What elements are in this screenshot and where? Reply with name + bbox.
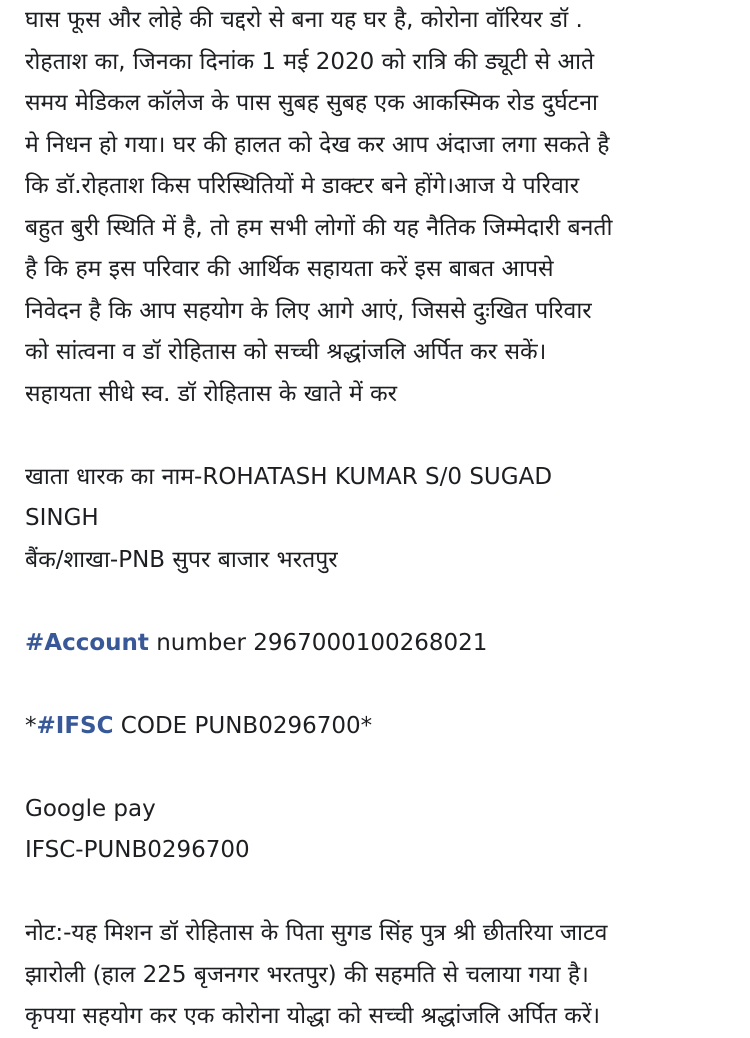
post-text-line: समय मेडिकल कॉलेज के पास सुबह सुबह एक आकस्मिक रोड दुर्घटना — [25, 90, 598, 116]
account-number-text: number 2967000100268021 — [148, 629, 488, 656]
ifsc-line — [25, 706, 725, 748]
google-pay-details — [25, 789, 725, 872]
post-text-line: सहायता सीधे स्व. डॉ रोहितास के खाते में कर — [25, 380, 398, 407]
post-body — [25, 0, 725, 1038]
google-pay-label: Google pay — [25, 795, 156, 822]
paragraph-gap — [25, 664, 725, 706]
account-number-line — [25, 623, 725, 665]
account-holder-name: खाता धारक का नाम-ROHATASH KUMAR S/0 SUGAD — [25, 463, 553, 490]
post-text-line: कि डॉ.रोहताश किस परिस्थितियों मे डाक्टर बने होंगे।आज ये परिवार — [25, 173, 580, 199]
account-holder-name-cont: SINGH — [25, 505, 99, 531]
hashtag-ifsc-link[interactable]: #IFSC — [36, 712, 114, 739]
post-text-line: बहुत बुरी स्थिति में है, तो हम सभी लोगों की यह नैतिक जिम्मेदारी बनती — [25, 214, 613, 241]
google-pay-ifsc: IFSC-PUNB0296700 — [25, 837, 250, 863]
note-line: झारोली (हाल 225 बृजनगर भरतपुर) की सहमति से चलाया गया है। — [25, 961, 589, 988]
note-paragraph — [25, 913, 725, 1038]
post-text-line: निवेदन है कि आप सहयोग के लिए आगे आएं, जिससे दुःखित परिवार — [25, 297, 592, 324]
post-text-line: रोहताश का, जिनका दिनांक 1 मई 2020 को रात्रि की ड्यूटी से आते — [25, 48, 595, 75]
ifsc-code-text: CODE PUNB0296700* — [113, 712, 373, 739]
hashtag-account-link[interactable]: #Account — [25, 629, 149, 656]
post-text-line: को सांत्वना व डॉ रोहितास को सच्ची श्रद्धांजलि अर्पित कर सकें। — [25, 339, 547, 365]
bank-details — [25, 457, 725, 582]
post-text-line: है कि हम इस परिवार की आर्थिक सहायता करें इस बाबत आपसे — [25, 256, 554, 282]
paragraph-gap — [25, 415, 725, 457]
appeal-paragraph — [25, 0, 725, 415]
post-text-line: मे निधन हो गया। घर की हालत को देख कर आप अंदाजा लगा सकते है — [25, 131, 610, 158]
note-line: कृपया सहयोग कर एक कोरोना योद्धा को सच्ची श्रद्धांजलि अर्पित करें। — [25, 1003, 601, 1029]
paragraph-gap — [25, 872, 725, 914]
ifsc-prefix: * — [25, 712, 37, 739]
paragraph-gap — [25, 747, 725, 789]
paragraph-gap — [25, 581, 725, 623]
bank-branch: बैंक/शाखा-PNB सुपर बाजार भरतपुर — [25, 546, 338, 573]
post-text-line: घास फूस और लोहे की चद्दरो से बना यह घर है, कोरोना वॉरियर डॉ . — [25, 7, 583, 33]
note-line: नोट:-यह मिशन डॉ रोहितास के पिता सुगड सिंह पुत्र श्री छीतरिया जाटव — [25, 920, 608, 946]
